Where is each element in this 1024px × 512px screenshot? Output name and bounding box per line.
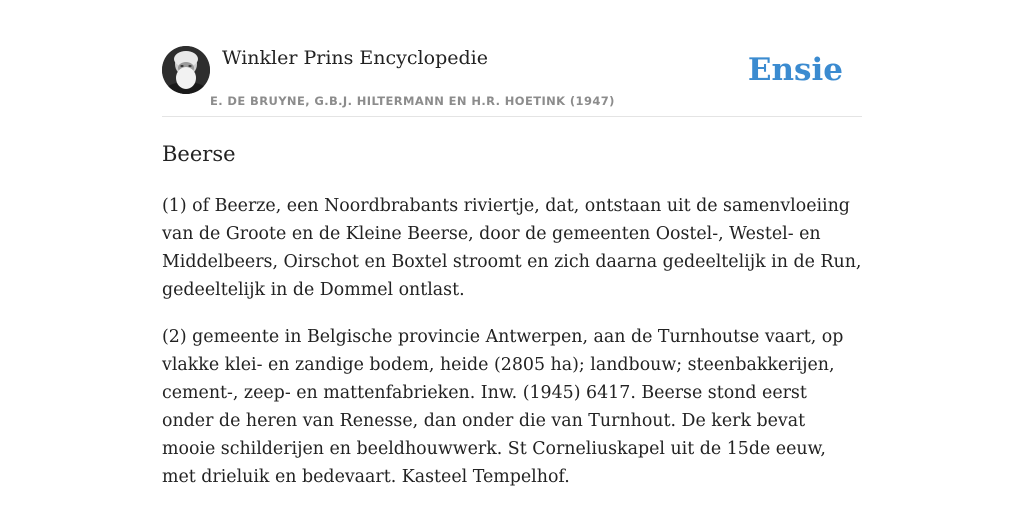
author-portrait-icon xyxy=(162,46,210,94)
encyclopedia-title[interactable]: Winkler Prins Encyclopedie xyxy=(222,47,488,69)
entry-title: Beerse xyxy=(162,142,236,166)
entry-paragraph-1: (1) of Beerze, een Noordbrabants riviertje, dat, ontstaan uit de samenvloeiing van de Groote en de Kleine Beerse, door de gemeenten Oostel-, Westel- en Middelbeers, Oirschot en Boxtel stroomt en zich daarna gedeeltelijk in de Run, gedeeltelijk in de Dommel ontlast. xyxy=(162,196,862,300)
entry-content xyxy=(162,192,862,510)
author-avatar[interactable] xyxy=(162,46,210,94)
authors-byline: E. DE BRUYNE, G.B.J. HILTERMANN EN H.R. HOETINK (1947) xyxy=(210,94,615,108)
entry-paragraph-2: (2) gemeente in Belgische provincie Antwerpen, aan de Turnhoutse vaart, op vlakke klei- en zandige bodem, heide (2805 ha); landbouw; steenbakkerijen, cement-, zeep- en mattenfabrieken. Inw. (1945) 6417. Beerse stond eerst onder de heren van Renesse, dan onder die van Turnhout. De kerk bevat mooie schilderijen en beeldhouwwerk. St Corneliuskapel uit de 15de eeuw, met drieluik en bedevaart. Kasteel Tempelhof. xyxy=(162,327,844,487)
header xyxy=(162,46,862,117)
ensie-logo-link[interactable]: Ensie xyxy=(747,52,843,88)
